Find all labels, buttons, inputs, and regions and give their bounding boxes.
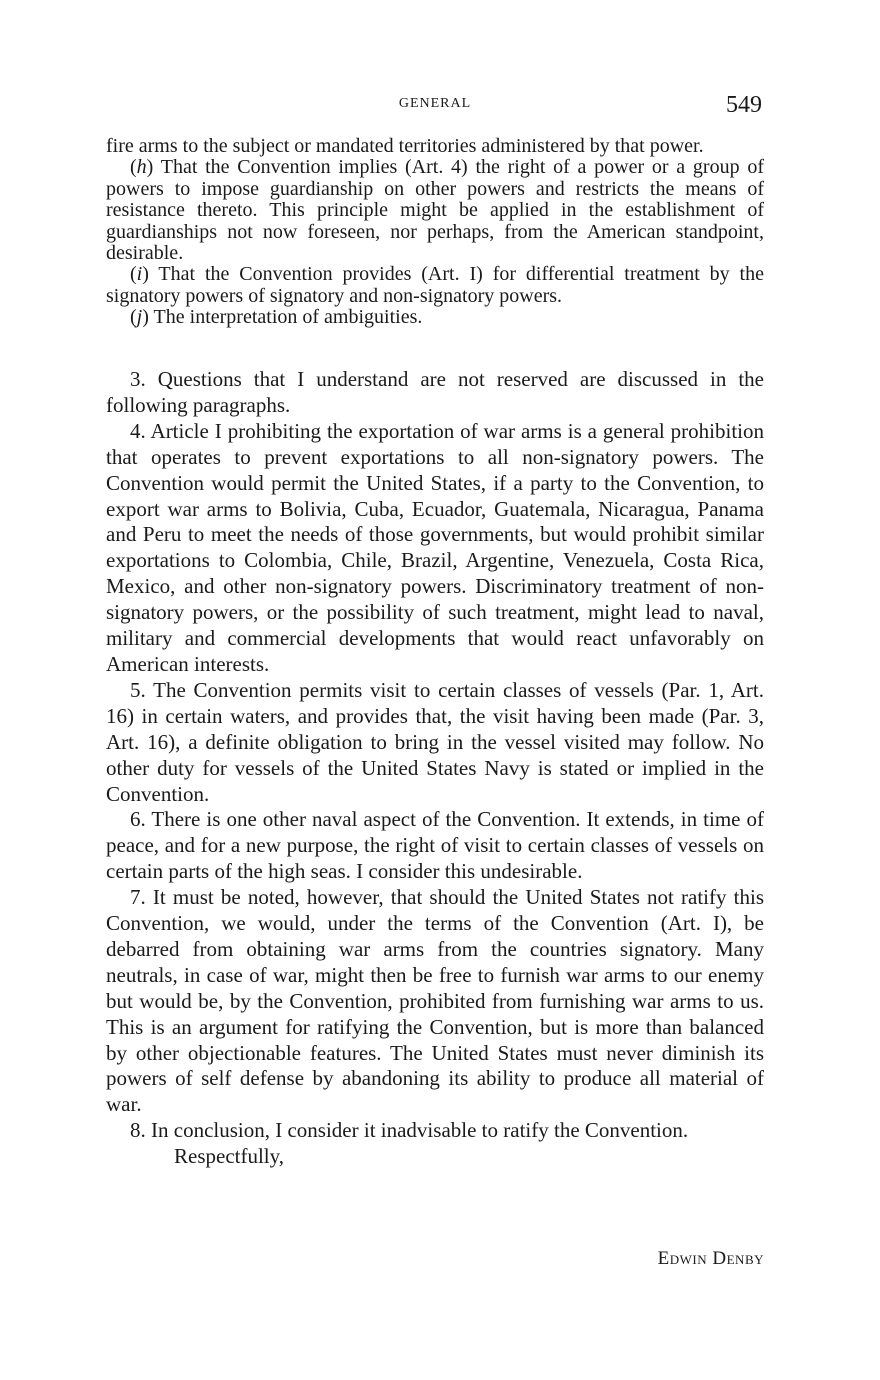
item-j-close-paren: ) bbox=[142, 306, 149, 329]
paragraph-6: 6. There is one other naval aspect of the Convention. It extends, in time of peace, and for a new purpose, the right of visit to certain classes of vessels on certain parts of the high seas. I consider this undesirable. bbox=[106, 807, 764, 884]
list-item-j bbox=[106, 307, 764, 328]
item-j-label: j bbox=[136, 306, 143, 329]
numbered-paragraphs-block bbox=[106, 367, 764, 1170]
list-item-i bbox=[106, 264, 764, 307]
closing-salutation: Respectfully, bbox=[174, 1144, 285, 1169]
item-i-label: i bbox=[136, 263, 143, 286]
list-item-h bbox=[106, 157, 764, 264]
running-head bbox=[106, 92, 764, 122]
continuation-paragraph: fire arms to the subject or mandated territories administered by that power. bbox=[106, 135, 704, 157]
item-i-open-paren: ( bbox=[130, 263, 137, 286]
item-h-close-paren: ) bbox=[146, 156, 154, 179]
list-items-block bbox=[106, 136, 764, 329]
paragraph-5: 5. The Convention permits visit to certain classes of vessels (Par. 1, Art. 16) in certain waters, and provides that, the visit having been made (Par. 3, Art. 16), a definite obligation to bring in the vessel visited may follow. No other duty for vessels of the United States Navy is stated or implied in the Convention. bbox=[106, 677, 764, 806]
item-h-label: h bbox=[136, 156, 147, 179]
paragraph-8: 8. In conclusion, I consider it inadvisable to ratify the Convention. bbox=[130, 1118, 689, 1143]
signature: Edwin Denby bbox=[657, 1248, 764, 1269]
page-number: 549 bbox=[726, 92, 762, 118]
running-title: GENERAL bbox=[398, 96, 472, 111]
paragraph-4: 4. Article I prohibiting the exportation of war arms is a general prohibition that operates to prevent exportations to all non-signatory powers. The Convention would permit the United States, if a party to the Convention, to export war arms to Bolivia, Cuba, Ecuador, Guatemala, Nicaragua, Panama and Peru to meet the needs of those governments, but would prohibit similar exportations to Colombia, Chile, Brazil, Argentine, Venezuela, Costa Rica, Mexico, and other non-signatory powers. Discriminatory treatment of non-signatory powers, or the possibility of such treatment, might lead to naval, military and commercial developments that would react unfavorably on American interests. bbox=[106, 418, 764, 676]
item-i-text: That the Convention provides (Art. I) for differential treatment by the signatory powers of signatory and non-signatory powers. bbox=[106, 263, 764, 307]
item-j-text: The interpretation of ambiguities. bbox=[148, 306, 423, 329]
item-h-open-paren: ( bbox=[130, 156, 137, 179]
paragraph-3: 3. Questions that I understand are not reserved are discussed in the following paragraphs. bbox=[106, 367, 764, 417]
item-j-open-paren: ( bbox=[130, 306, 137, 329]
item-i-close-paren: ) bbox=[142, 263, 149, 286]
item-h-text: That the Convention implies (Art. 4) the right of a power or a group of powers to impose guardianship on other powers and restricts the means of resistance thereto. This principle might be applied in the establishment of guardianships not now foreseen, nor perhaps, from the American standpoint, desirable. bbox=[106, 156, 764, 265]
paragraph-7: 7. It must be noted, however, that should the United States not ratify this Convention, we would, under the terms of the Convention (Art. I), be debarred from obtaining war arms from the countries signatory. Many neutrals, in case of war, might then be free to furnish war arms to our enemy but would be, by the Convention, prohibited from furnishing war arms to us. This is an argument for ratifying the Convention, but is more than balanced by other objectionable features. The United States must never diminish its powers of self defense by abandoning its ability to produce all material of war. bbox=[106, 885, 764, 1117]
